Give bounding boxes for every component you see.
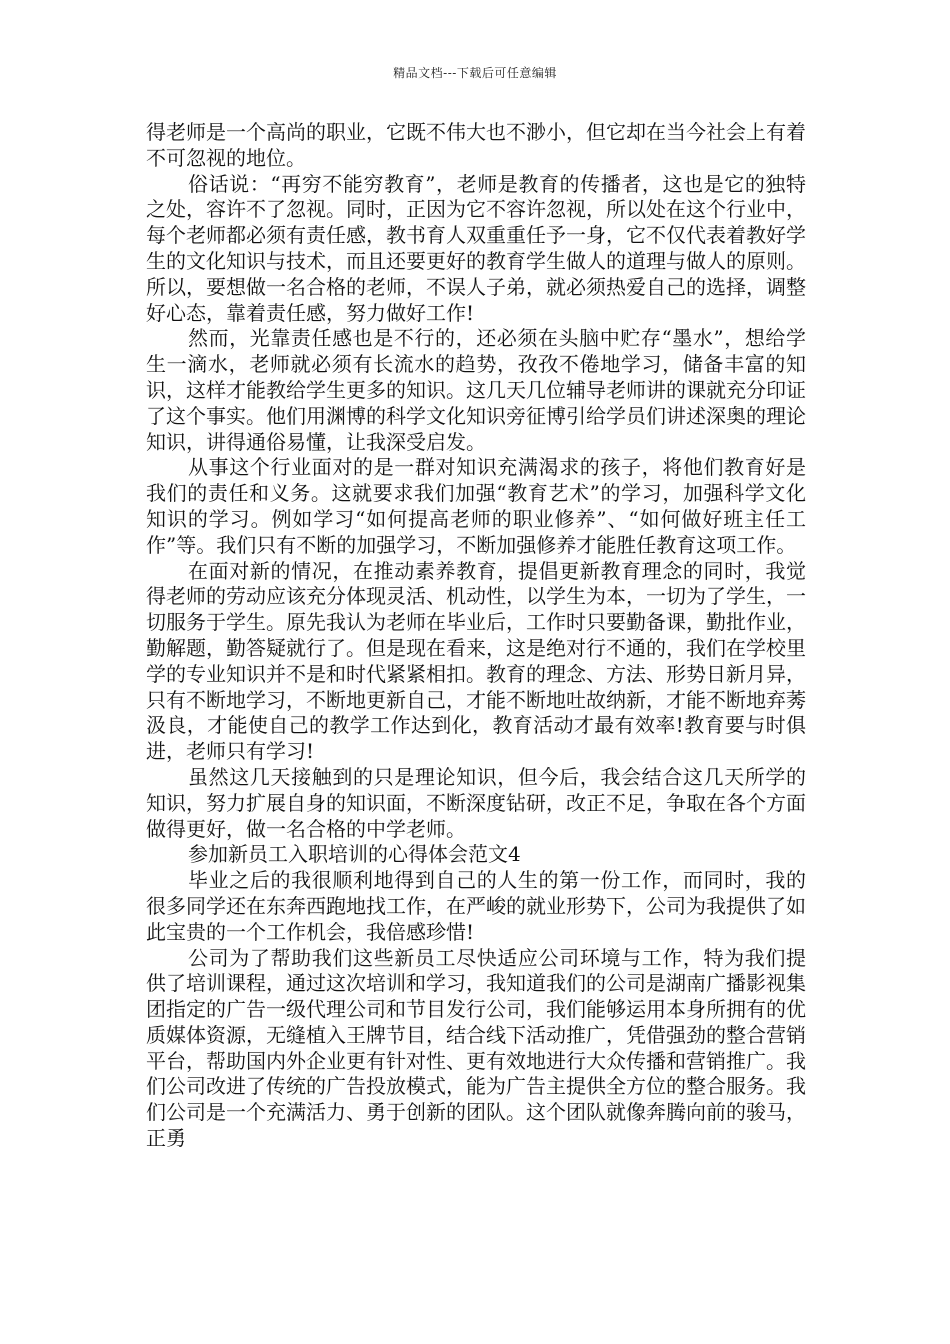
- page-header: 精品文档---下载后可任意编辑: [393, 66, 557, 80]
- paragraph: 毕业之后的我很顺利地得到自己的人生的第一份工作，而同时，我的很多同学还在东奔西跑地找工作，在严峻的就业形势下，公司为我提供了如此宝贵的一个工作机会，我倍感珍惜!: [146, 868, 806, 944]
- paragraph: 俗话说：“再穷不能穷教育”，老师是教育的传播者，这也是它的独特之处，容许不了忽视。同时，正因为它不容许忽视，所以处在这个行业中，每个老师都必须有责任感，教书育人双重重任予一身，它不仅代表着教好学生的文化知识与技术，而且还要更好的教育学生做人的道理与做人的原则。所以，要想做一名合格的老师，不误人子弟，就必须热爱自己的选择，调整好心态，靠着责任感，努力做好工作!: [146, 171, 806, 325]
- paragraph: 在面对新的情况，在推动素养教育，提倡更新教育理念的同时，我觉得老师的劳动应该充分体现灵活、机动性，以学生为本，一切为了学生，一切服务于学生。原先我认为老师在毕业后，工作时只要勤备课，勤批作业，勤解题，勤答疑就行了。但是现在看来，这是绝对行不通的，我们在学校里学的专业知识并不是和时代紧紧相扣。教育的理念、方法、形势日新月异，只有不断地学习，不断地更新自己，才能不断地吐故纳新，才能不断地弃莠汲良，才能使自己的教学工作达到化，教育活动才最有效率!教育要与时俱进，老师只有学习!: [146, 558, 806, 764]
- paragraph: 公司为了帮助我们这些新员工尽快适应公司环境与工作，特为我们提供了培训课程，通过这次培训和学习，我知道我们的公司是湖南广播影视集团指定的广告一级代理公司和节目发行公司，我们能够运用本身所拥有的优质媒体资源，无缝植入王牌节目，结合线下活动推广，凭借强劲的整合营销平台，帮助国内外企业更有针对性、更有效地进行大众传播和营销推广。我们公司改进了传统的广告投放模式，能为广告主提供全方位的整合服务。我们公司是一个充满活力、勇于创新的团队。这个团队就像奔腾向前的骏马，正勇: [146, 945, 806, 1151]
- paragraph-continuation: 得老师是一个高尚的职业，它既不伟大也不渺小，但它却在当今社会上有着不可忽视的地位。: [146, 120, 806, 170]
- paragraph: 从事这个行业面对的是一群对知识充满渴求的孩子，将他们教育好是我们的责任和义务。这就要求我们加强“教育艺术”的学习，加强科学文化知识的学习。例如学习“如何提高老师的职业修养”、“如何做好班主任工作”等。我们只有不断的加强学习，不断加强修养才能胜任教育这项工作。: [146, 455, 806, 557]
- paragraph: 虽然这几天接触到的只是理论知识，但今后，我会结合这几天所学的知识，努力扩展自身的知识面，不断深度钻研，改正不足，争取在各个方面做得更好，做一名合格的中学老师。: [146, 764, 806, 841]
- paragraph: 然而，光靠责任感也是不行的，还必须在头脑中贮存“墨水”，想给学生一滴水，老师就必须有长流水的趋势，孜孜不倦地学习，储备丰富的知识，这样才能教给学生更多的知识。这几天几位辅导老师讲的课就充分印证了这个事实。他们用渊博的科学文化知识旁征博引给学员们讲述深奥的理论知识，讲得通俗易懂，让我深受启发。: [146, 326, 806, 454]
- document-body: [146, 120, 806, 1152]
- section-heading: 参加新员工入职培训的心得体会范文4: [188, 842, 521, 867]
